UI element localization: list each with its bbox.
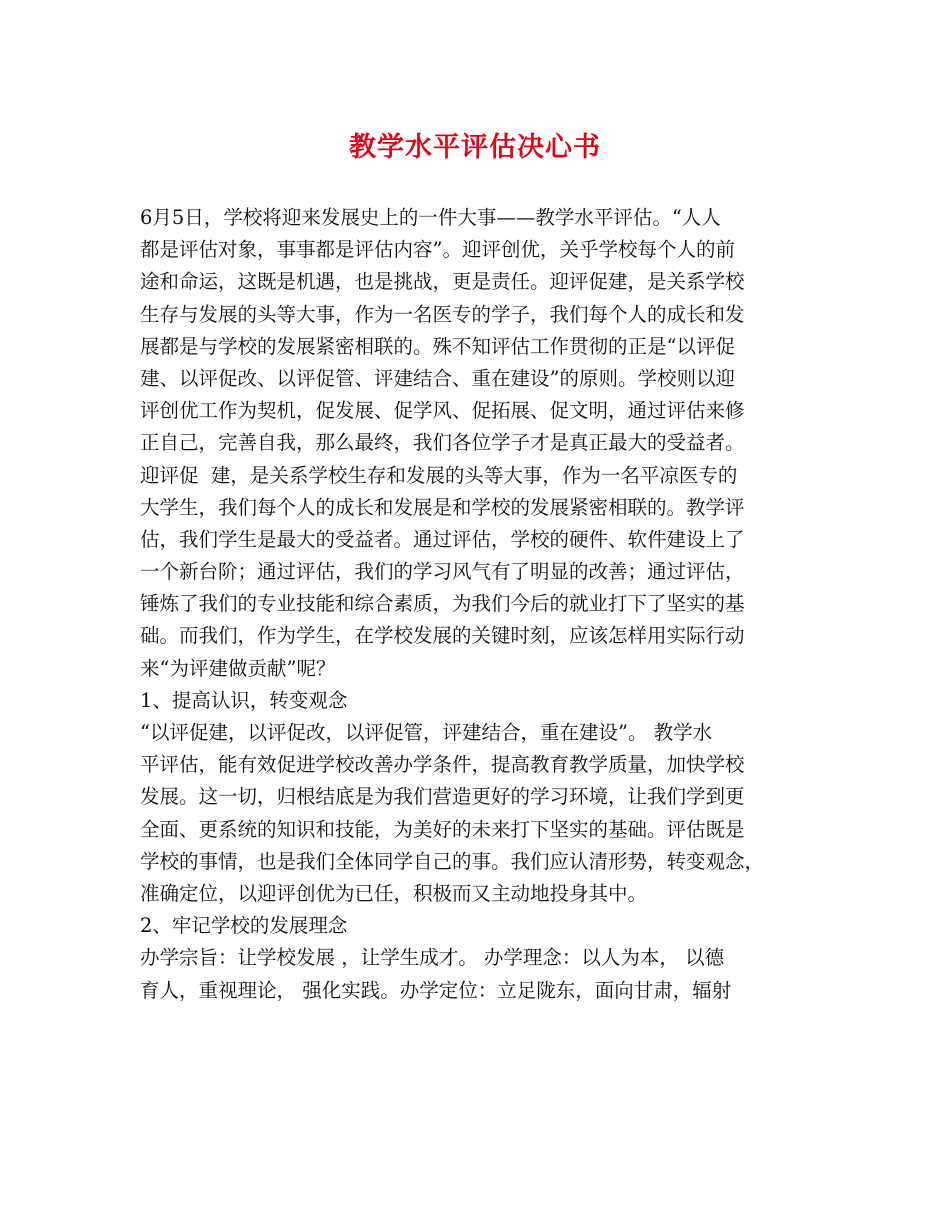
body-line: 建、以评促改、以评促管、评建结合、重在建设”的原则。学校则以迎 xyxy=(140,366,735,390)
body-line: 平评估，能有效促进学校改善办学条件，提高教育教学质量，加快学校 xyxy=(140,753,745,777)
body-line: 学校的事情，也是我们全体同学自己的事。我们应认清形势，转变观念， xyxy=(140,849,765,873)
body-line: 育人，重视理论， 强化实践。办学定位：立足陇东，面向甘肃，辐射 xyxy=(140,978,732,1002)
body-line: 评创优工作为契机，促发展、促学风、促拓展、促文明，通过评估来修 xyxy=(140,399,745,423)
body-line: 迎评促 建，是关系学校生存和发展的头等大事，作为一名平凉医专的 xyxy=(140,463,738,487)
body-line: 础。而我们，作为学生，在学校发展的关键时刻，应该怎样用实际行动 xyxy=(140,624,745,648)
body-line: 全面、更系统的知识和技能，为美好的未来打下坚实的基础。评估既是 xyxy=(140,817,745,841)
body-line: 6月5日，学校将迎来发展史上的一件大事——教学水平评估。“人人 xyxy=(140,206,721,229)
body-line: 正自己，完善自我，那么最终，我们各位学子才是真正最大的受益者。 xyxy=(140,431,745,455)
body-line: 都是评估对象，事事都是评估内容”。迎评创优，关乎学校每个人的前 xyxy=(140,238,735,262)
body-line: 生存与发展的头等大事，作为一名医专的学子，我们每个人的成长和发 xyxy=(140,302,745,326)
document-title: 教学水平评估决心书 xyxy=(349,132,601,163)
body-line: 准确定位，以迎评创优为已任，积极而又主动地投身其中。 xyxy=(140,881,648,905)
body-line: 一个新台阶；通过评估，我们的学习风气有了明显的改善；通过评估， xyxy=(140,560,745,584)
body-line: 途和命运，这既是机遇，也是挑战，更是责任。迎评促建，是关系学校 xyxy=(140,270,745,294)
body-line: 2、牢记学校的发展理念 xyxy=(140,914,348,938)
body-line: 来“为评建做贡献”呢？ xyxy=(140,656,336,680)
body-line: 发展。这一切，归根结底是为我们营造更好的学习环境，让我们学到更 xyxy=(140,785,745,809)
body-line: 锤炼了我们的专业技能和综合素质，为我们今后的就业打下了坚实的基 xyxy=(140,592,745,616)
body-line: 办学宗旨：让学校发展 ，让学生成才。 办学理念：以人为本， 以德 xyxy=(140,946,725,970)
body-line: 展都是与学校的发展紧密相联的。殊不知评估工作贯彻的正是“以评促 xyxy=(140,334,735,358)
body-line: “以评促建，以评促改，以评促管，评建结合，重在建设”。 教学水 xyxy=(140,721,713,744)
body-line: 大学生，我们每个人的成长和发展是和学校的发展紧密相联的。教学评 xyxy=(140,495,745,519)
body-line: 1、提高认识，转变观念 xyxy=(140,688,348,712)
document-body xyxy=(140,202,820,1007)
body-line: 估，我们学生是最大的受益者。通过评估，学校的硬件、软件建设上了 xyxy=(140,527,745,551)
